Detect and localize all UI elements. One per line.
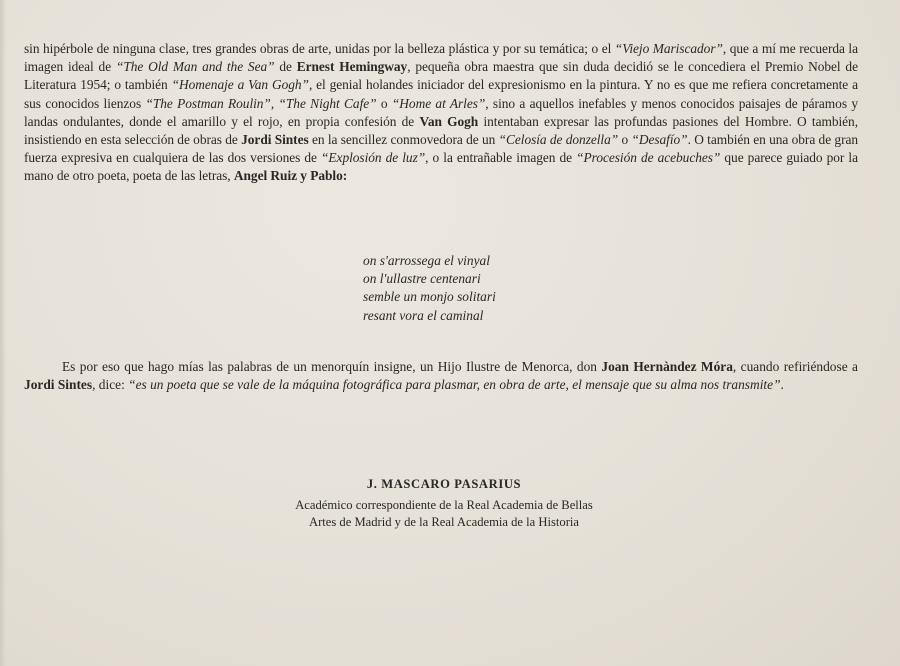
bold-name: Van Gogh (419, 113, 479, 129)
poem-line: resant vora el caminal (363, 307, 484, 323)
text-run: , pequeña obra maestra que sin duda decidió se le concediera el Premio Nobel de Literatura 1954; o también (24, 59, 858, 93)
text-run: o (376, 95, 392, 111)
text-run: , el genial holandes iniciador del expresionismo en la pintura. Y no es que me refiera concretamente a sus conocidos lienzos (24, 77, 859, 111)
author-name: J. MASCARO PASARIUS (366, 477, 522, 491)
italic-title: “Homenaje a Van Gogh” (171, 77, 309, 93)
text-run: , que a mí me recuerda la imagen ideal de (24, 41, 858, 75)
signature-block (200, 476, 688, 531)
bold-name: Jordi Sintes (241, 132, 309, 148)
italic-title: “Explosión de luz” (321, 150, 426, 166)
text-run: que parece guiado por la mano de otro poeta, poeta de las letras, (24, 150, 858, 184)
page-edge-shadow (0, 0, 6, 666)
author-title-line: Académico correspondiente de la Real Academia de Bellas (295, 498, 593, 512)
bold-name: Joan Hernàndez Móra (601, 359, 733, 374)
body-paragraph (24, 40, 858, 186)
italic-title: “Celosía de donzella” (498, 132, 619, 148)
italic-title: “Home at Arles” (391, 95, 486, 111)
text-run: . (780, 377, 784, 393)
italic-title: “The Old Man and the Sea” (115, 59, 275, 75)
italic-title: “Procesión de acebuches” (576, 150, 721, 166)
poem-line: semble un monjo solitari (363, 289, 496, 305)
text-run: , o la entrañable imagen de (425, 150, 577, 166)
text-run: intentaban expresar las profundas pasiones del Hombre. O también, insistiendo en esta selección de obras de (24, 113, 858, 148)
closing-paragraph (24, 358, 858, 394)
bold-name: Ernest Hemingway (296, 59, 408, 75)
text-run: , sino a aquellos inefables y menos conocidos paisajes de páramos y landas ondulantes, donde el amarillo y el rojo, en propia confesión de (24, 95, 858, 129)
text-run: o (618, 132, 632, 148)
text-run: , (270, 95, 279, 111)
italic-title: “The Night Cafe” (278, 95, 377, 111)
bold-name: Angel Ruiz y Pablo: (233, 168, 348, 184)
italic-title: “es un poeta que se vale de la máquina fotográfica para plasmar, en obra de arte, el mensaje que su alma nos transmite” (128, 377, 781, 393)
text-run: , dice: (92, 377, 129, 393)
text-run: sin hipérbole de ninguna clase, tres grandes obras de arte, unidas por la belleza plástica y por su temática; o el (24, 41, 615, 56)
italic-title: “Viejo Mariscador” (614, 41, 723, 56)
bold-name: Jordi Sintes (24, 377, 93, 393)
poem-quote (363, 252, 496, 325)
italic-title: “The Postman Roulin” (145, 95, 271, 111)
text-run: de (274, 59, 297, 75)
text-run: , cuando refiriéndose a (732, 359, 858, 374)
text-run: en la sencillez conmovedora de un (308, 132, 499, 148)
poem-line: on s'arrossega el vinyal (363, 253, 490, 268)
text-run: Es por eso que hago mías las palabras de un menorquín insigne, un Hijo Ilustre de Menorca, don (62, 359, 602, 374)
author-title-line: Artes de Madrid y de la Real Academia de la Historia (309, 515, 579, 529)
poem-line: on l'ullastre centenari (363, 271, 481, 287)
text-run: . O también en una obra de gran fuerza expresiva en cualquiera de las dos versiones de (24, 132, 859, 166)
italic-title: “Desafío” (631, 132, 688, 148)
